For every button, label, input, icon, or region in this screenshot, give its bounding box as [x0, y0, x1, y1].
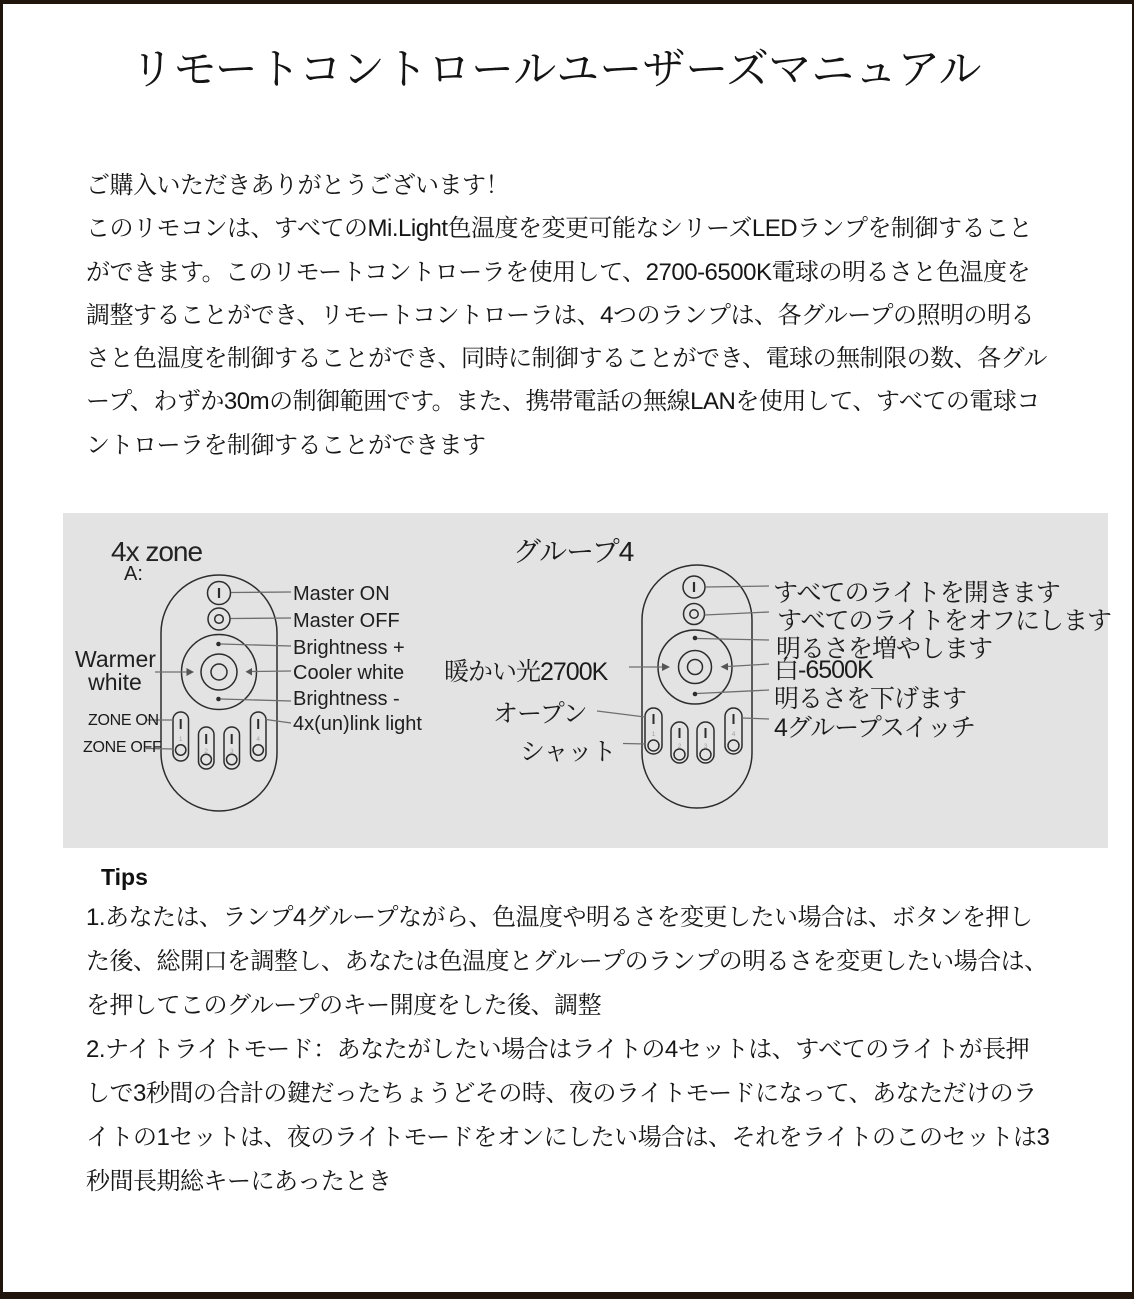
tips-paragraph: [86, 896, 1049, 1204]
tips-line: た後、総開口を調整し、あなたは色温度とグループのランプの明るさを変更したい場合は、: [86, 948, 1048, 975]
all-lights-off-label: すべてのライトをオフにします: [777, 607, 1112, 635]
cooler-white-arrow: [246, 668, 253, 676]
group-switch-label: 4グループスイッチ: [774, 714, 975, 742]
remote-a-pill-digit-2: 2: [204, 748, 209, 755]
brightness-plus-label: Brightness +: [293, 637, 405, 659]
page-edge-bottom: [0, 1292, 1134, 1299]
tips-line: 秒間長期総キーにあったとき: [86, 1168, 392, 1195]
zone-off-label: ZONE OFF: [83, 739, 162, 756]
remote-a-callout-lines: [146, 592, 291, 749]
cool-white-arrow: [721, 663, 729, 671]
master-on-label: Master ON: [293, 583, 390, 605]
page-edge-left: [0, 0, 3, 1299]
remote-a-pill-digit-1: 1: [178, 736, 183, 743]
brightness-minus-label: Brightness -: [293, 688, 400, 710]
increase-brightness-label: 明るさを増やします: [776, 635, 993, 663]
warm-light-arrow: [662, 663, 670, 671]
remote-a-subtitle: A:: [124, 563, 143, 585]
remote-b-pill-digit-2: 2: [677, 743, 682, 750]
intro-line: ープ、わずか30mの制御範囲です。また、携帯電話の無線LANを使用して、すべての電球コ: [86, 388, 1040, 416]
link-light-label: 4x(un)link light: [293, 713, 422, 735]
cool-white-label: 白-6500K: [774, 656, 873, 684]
intro-line: ントローラを制御することができます: [86, 431, 486, 459]
tips-line: 2.ナイトライトモード：あなたがしたい場合はライトの4セットは、すべてのライトが長押: [86, 1036, 1030, 1063]
intro-paragraph: [86, 164, 1047, 467]
tips-line: しで3秒間の合計の鍵だったちょうどその時、夜のライトモードになって、あなただけのラ: [86, 1080, 1037, 1107]
warm-light-label: 暖かい光2700K: [444, 658, 608, 686]
intro-line: ご購入いただきありがとうございます！: [86, 172, 509, 199]
zone-on-label: ZONE ON: [88, 712, 159, 729]
remote-a-master-off-button: [208, 608, 230, 630]
shut-label: シャット: [520, 738, 616, 766]
cooler-white-label: Cooler white: [293, 662, 405, 684]
intro-line: さと色温度を制御することができ、同時に制御することができ、電球の無制限の数、各グル: [86, 345, 1047, 373]
tips-line: 1.あなたは、ランプ4グループながら、色温度や明るさを変更したい場合は、ボタンを押し: [86, 904, 1033, 931]
master-off-label: Master OFF: [293, 610, 400, 632]
remote-b-all-off-button: [684, 604, 705, 625]
tips-line: を押してこのグループのキー開度をした後、調整: [86, 992, 602, 1019]
remote-a-pill-digit-3: 3: [229, 748, 234, 755]
intro-line: 調整することができ、リモートコントローラは、4つのランプは、各グループの照明の明る: [86, 301, 1035, 329]
remote-a-pill-digit-4: 4: [256, 736, 261, 743]
decrease-brightness-label: 明るさを下げます: [774, 685, 967, 713]
warmer-white-label: Warmer white: [75, 646, 156, 695]
intro-line: ができます。このリモートコントローラを使用して、2700-6500K電球の明るさと色温度を: [86, 258, 1030, 286]
tips-line: イトの1セットは、夜のライトモードをオンにしたい場合は、それをライトのこのセットは3: [86, 1124, 1050, 1151]
tips-heading: Tips: [101, 864, 148, 890]
remote-b-title: グループ4: [513, 536, 634, 567]
page-edge-top: [0, 0, 1134, 4]
remote-b-callout-lines: [597, 586, 769, 744]
remote-b-pill-digit-1: 1: [651, 731, 656, 738]
remote-a-title: 4x zone: [111, 536, 203, 567]
remote-b-body: [642, 565, 752, 808]
open-label: オープン: [493, 700, 587, 728]
remote-b-illustration: [642, 565, 752, 808]
remote-b-pill-digit-3: 3: [703, 743, 708, 750]
remote-b-pill-digit-4: 4: [731, 731, 736, 738]
remote-a-illustration: [161, 575, 277, 811]
all-lights-on-label: すべてのライトを開きます: [773, 579, 1060, 607]
page-title: リモートコントロールユーザーズマニュアル: [130, 46, 982, 94]
remote-a-body: [161, 575, 277, 811]
warmer-white-arrow: [187, 668, 195, 676]
intro-line: このリモコンは、すべてのMi.Light色温度を変更可能なシリーズLEDランプを制御すること: [86, 215, 1033, 243]
